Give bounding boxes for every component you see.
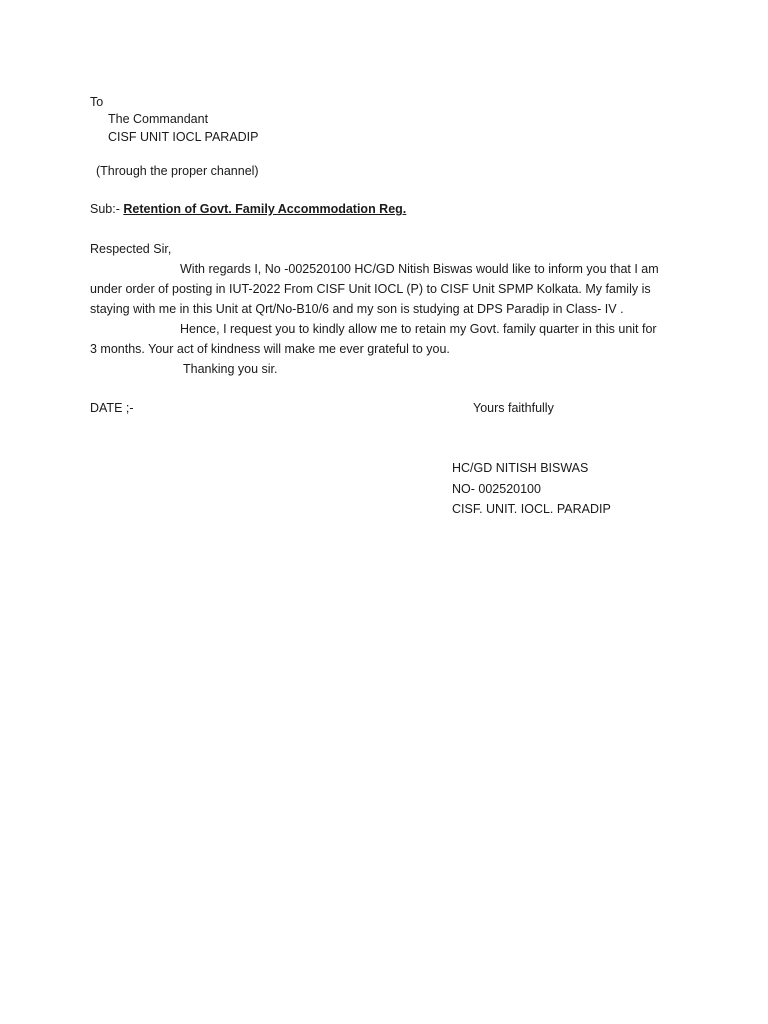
body-line: With regards I, No -002520100 HC/GD Nitish Biswas would like to inform you that I am — [180, 262, 659, 276]
closing: Yours faithfully — [473, 401, 554, 415]
body-line: Thanking you sir. — [183, 362, 278, 376]
subject-line — [90, 199, 406, 219]
body-line: Hence, I request you to kindly allow me to retain my Govt. family quarter in this unit for — [180, 322, 657, 336]
signature-name: HC/GD NITISH BISWAS — [452, 461, 589, 475]
channel-note: (Through the proper channel) — [96, 164, 259, 178]
addressee-title: The Commandant — [108, 112, 209, 126]
date-label: DATE ;- — [90, 401, 134, 415]
salutation: Respected Sir, — [90, 242, 172, 256]
subject-prefix: Sub:- — [90, 202, 120, 216]
body-line: under order of posting in IUT-2022 From CISF Unit IOCL (P) to CISF Unit SPMP Kolkata. My family is — [90, 282, 651, 296]
to-label: To — [90, 95, 104, 109]
body-line: staying with me in this Unit at Qrt/No-B10/6 and my son is studying at DPS Paradip in Class- IV . — [90, 302, 624, 316]
body-line: 3 months. Your act of kindness will make me ever grateful to you. — [90, 342, 450, 356]
signature-number: NO- 002520100 — [452, 482, 541, 496]
subject-text: Retention of Govt. Family Accommodation Reg. — [123, 202, 407, 216]
signature-unit: CISF. UNIT. IOCL. PARADIP — [452, 502, 611, 516]
addressee-unit: CISF UNIT IOCL PARADIP — [108, 130, 259, 144]
